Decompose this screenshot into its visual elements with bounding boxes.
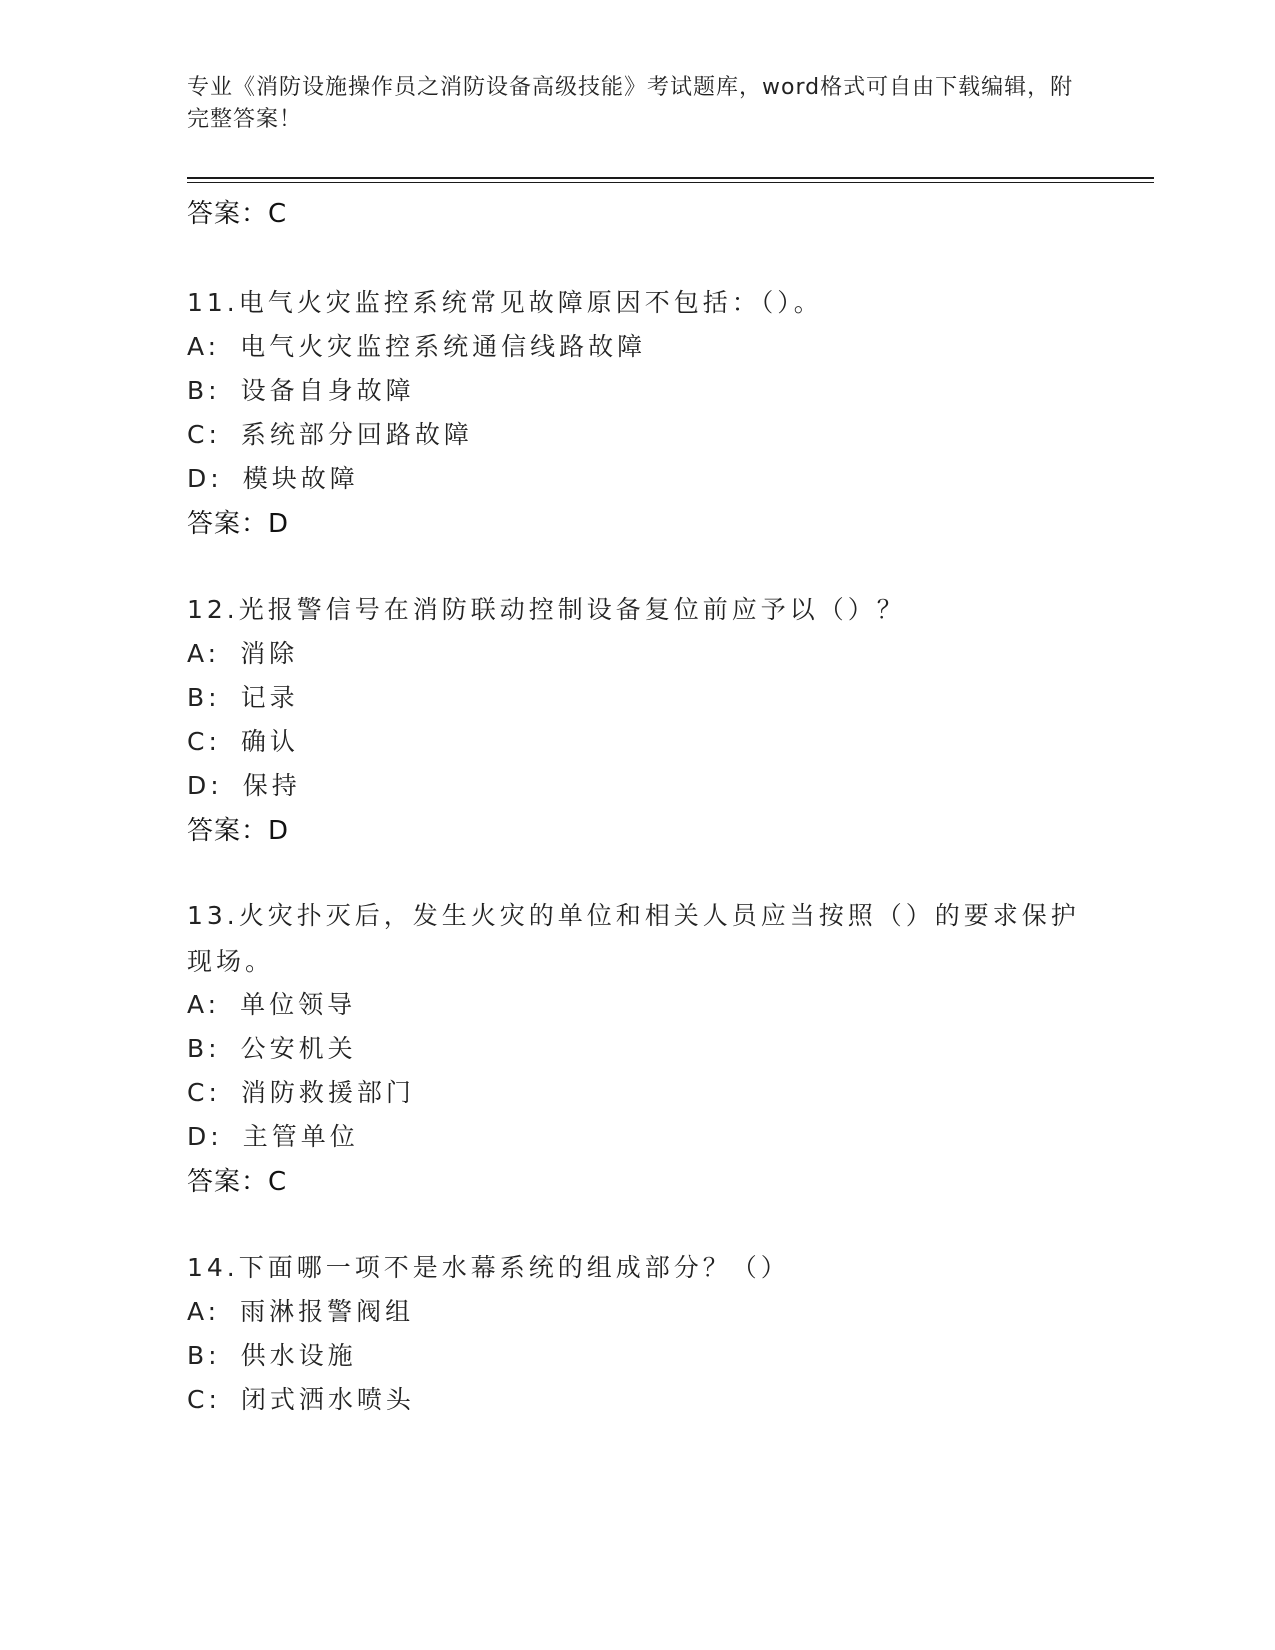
header-divider-thin xyxy=(187,182,1154,183)
option-a xyxy=(187,985,356,1021)
option-text: 设备自身故障 xyxy=(240,376,415,405)
option-text: 系统部分回路故障 xyxy=(240,420,473,449)
option-text: 公安机关 xyxy=(240,1034,357,1063)
option-a xyxy=(187,634,298,670)
option-c xyxy=(187,1380,415,1416)
option-c xyxy=(187,1073,415,1109)
option-text: 记录 xyxy=(240,683,299,712)
option-key: D: xyxy=(187,771,223,800)
option-a xyxy=(187,1292,414,1328)
option-b xyxy=(187,1029,357,1065)
option-key: C: xyxy=(187,1385,221,1414)
option-text: 单位领导 xyxy=(240,990,357,1019)
option-a xyxy=(187,327,646,363)
option-key: B: xyxy=(187,376,221,405)
option-key: A: xyxy=(187,1297,221,1326)
option-text: 消防救援部门 xyxy=(240,1078,415,1107)
option-text: 主管单位 xyxy=(242,1122,359,1151)
option-d xyxy=(187,766,301,802)
option-key: B: xyxy=(187,1341,221,1370)
option-key: A: xyxy=(187,639,221,668)
option-d xyxy=(187,459,359,495)
option-key: C: xyxy=(187,420,221,449)
question-stem-14: 14.下面哪一项不是水幕系统的组成部分？（） xyxy=(187,1253,790,1282)
answer-11: 答案：D xyxy=(187,509,290,539)
option-key: D: xyxy=(187,1122,223,1151)
question-stem-12: 12.光报警信号在消防联动控制设备复位前应予以（）？ xyxy=(187,595,906,624)
option-key: C: xyxy=(187,727,221,756)
option-key: A: xyxy=(187,990,221,1019)
option-text: 确认 xyxy=(240,727,299,756)
option-c xyxy=(187,415,473,451)
question-stem-11: 11.电气火灾监控系统常见故障原因不包括：（）。 xyxy=(187,288,823,317)
option-key: A: xyxy=(187,332,221,361)
option-text: 模块故障 xyxy=(242,464,359,493)
option-b xyxy=(187,1336,357,1372)
option-key: B: xyxy=(187,1034,221,1063)
option-key: D: xyxy=(187,464,223,493)
option-d xyxy=(187,1117,359,1153)
question-stem-13: 13.火灾扑灭后，发生火灾的单位和相关人员应当按照（）的要求保护现场。 xyxy=(187,901,1080,976)
option-text: 供水设施 xyxy=(240,1341,357,1370)
option-text: 闭式洒水喷头 xyxy=(240,1385,415,1414)
option-key: C: xyxy=(187,1078,221,1107)
option-text: 雨淋报警阀组 xyxy=(240,1297,415,1326)
option-b xyxy=(187,371,415,407)
option-b xyxy=(187,678,299,714)
option-text: 消除 xyxy=(240,639,299,668)
header-divider-thick xyxy=(187,177,1154,179)
option-c xyxy=(187,722,299,758)
answer-13: 答案：C xyxy=(187,1167,288,1197)
option-key: B: xyxy=(187,683,221,712)
document-header: 专业《消防设施操作员之消防设备高级技能》考试题库，word格式可自由下载编辑，附完整答案！ xyxy=(187,75,1074,132)
option-text: 保持 xyxy=(242,771,301,800)
option-text: 电气火灾监控系统通信线路故障 xyxy=(240,332,647,361)
answer-12: 答案：D xyxy=(187,816,290,846)
previous-answer: 答案：C xyxy=(187,199,288,229)
